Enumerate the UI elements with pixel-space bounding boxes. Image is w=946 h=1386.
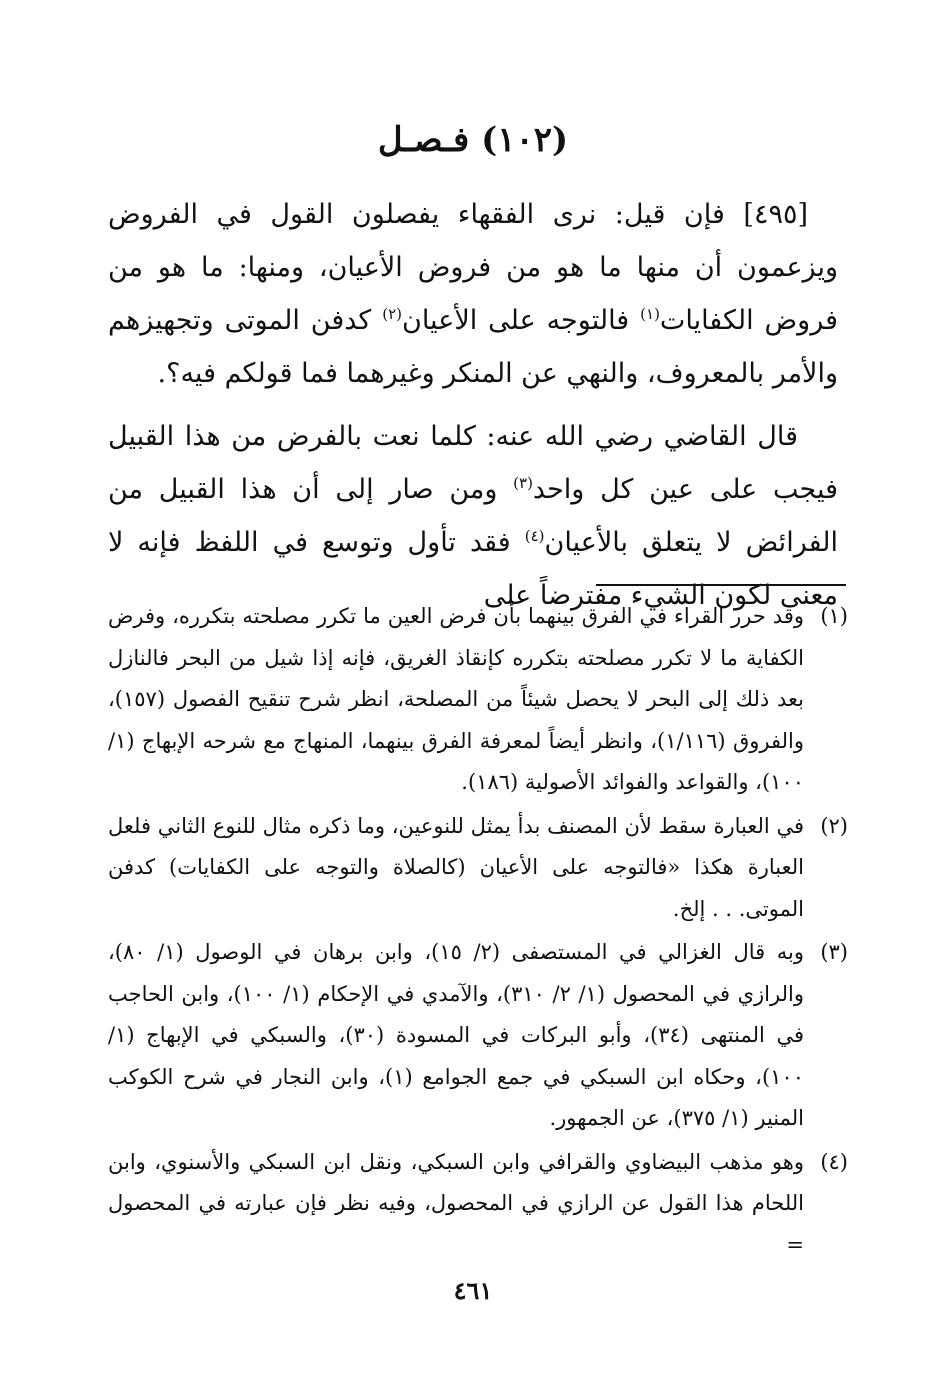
footnote-divider: [596, 584, 846, 586]
footnote-3: [108, 932, 848, 1140]
paragraph-number: [٤٩٥] فإن قيل:: [614, 199, 808, 230]
paragraph-text: فقد تأول وتوسع في اللفظ فإنه لا معنى لكون الشيء مفترضاً على: [108, 527, 838, 611]
footnotes: [108, 596, 848, 1268]
footnote-2: [108, 806, 848, 931]
footnote-text: وهو مذهب البيضاوي والقرافي وابن السبكي، ونقل ابن السبكي والأسنوي، وابن اللحام هذا القول عن الرازي في المحصول، وفيه نظر فإن عبارته في المحصول =: [108, 1149, 804, 1257]
paragraph-text: قال القاضي رضي الله عنه: كلما نعت بالفرض من هذا القبيل فيجب على عين كل واحد: [108, 421, 838, 505]
footnote-4: [108, 1142, 848, 1267]
section-heading: (١٠٢) فـصـل: [377, 120, 569, 160]
main-text: [108, 188, 838, 622]
footnote-text: وبه قال الغزالي في المستصفى (٢/ ١٥)، وابن برهان في الوصول (١/ ٨٠)، والرازي في المحصول (١/ ٢/ ٣١٠)، والآمدي في الإحكام (١/ ١٠٠)، وابن الحاجب في المنتهى (٣٤)، وأبو البركات في المسودة (٣٠)، والسبكي في الإبهاج (١/ ١٠٠)، وحكاه ابن السبكي في جمع الجوامع (١)، وابن النجار في شرح الكوكب المنير (١/ ٣٧٥)، عن الجمهور.: [108, 940, 804, 1130]
footnote-number: (٢): [820, 813, 848, 838]
footnote-1: [108, 596, 848, 804]
footnote-text: وقد حرر القراء في الفرق بينهما بأن فرض العين ما تكرر مصلحته بتكرره، وفرض الكفاية ما لا تكرر مصلحته بتكرره كإنقاذ الغريق، فإنه إذا شيل من البحر فالنازل بعد ذلك إلى البحر لا يحصل شيئاً من المصلحة، انظر شرح تنقيح الفصول (١٥٧)، والفروق (١/١١٦)، وانظر أيضاً لمعرفة الفرق بينهما، المنهاج مع شرحه الإبهاج (١/ ١٠٠)، والقواعد والفوائد الأصولية (١٨٦).: [108, 604, 804, 794]
footnote-ref[interactable]: (٤): [524, 527, 545, 545]
footnote-number: (٣): [820, 940, 848, 964]
paragraph-question: [108, 188, 838, 400]
paragraph-text: ومن صار إلى أن هذا القبيل من الفرائض لا يتعلق بالأعيان: [108, 474, 838, 558]
page-number: ٤٦١: [453, 1276, 493, 1305]
paragraph-answer: [108, 410, 838, 622]
paragraph-text: كدفن الموتى وتجهيزهم والأمر بالمعروف، والنهي عن المنكر وغيرهما فما قولكم فيه؟.: [108, 305, 838, 389]
footnote-ref[interactable]: (١): [640, 305, 660, 323]
footnote-number: (٤): [820, 1149, 848, 1174]
footnote-text: في العبارة سقط لأن المصنف بدأ يمثل للنوعين، وما ذكره مثال للنوع الثاني فلعل العبارة هكذا «فالتوجه على الأعيان (كالصلاة والتوجه على الكفايات) كدفن الموتى. . . إلخ.: [108, 813, 804, 921]
footnote-ref[interactable]: (٣): [513, 474, 533, 492]
footnote-number: (١): [820, 604, 848, 628]
footnote-ref[interactable]: (٢): [382, 305, 402, 323]
paragraph-text: فالتوجه على الأعيان: [402, 305, 630, 336]
paragraph-text: نرى الفقهاء يفصلون القول في الفروض ويزعمون أن منها ما هو من فروض الأعيان، ومنها: ما هو من فروض الكفايات: [108, 199, 838, 336]
